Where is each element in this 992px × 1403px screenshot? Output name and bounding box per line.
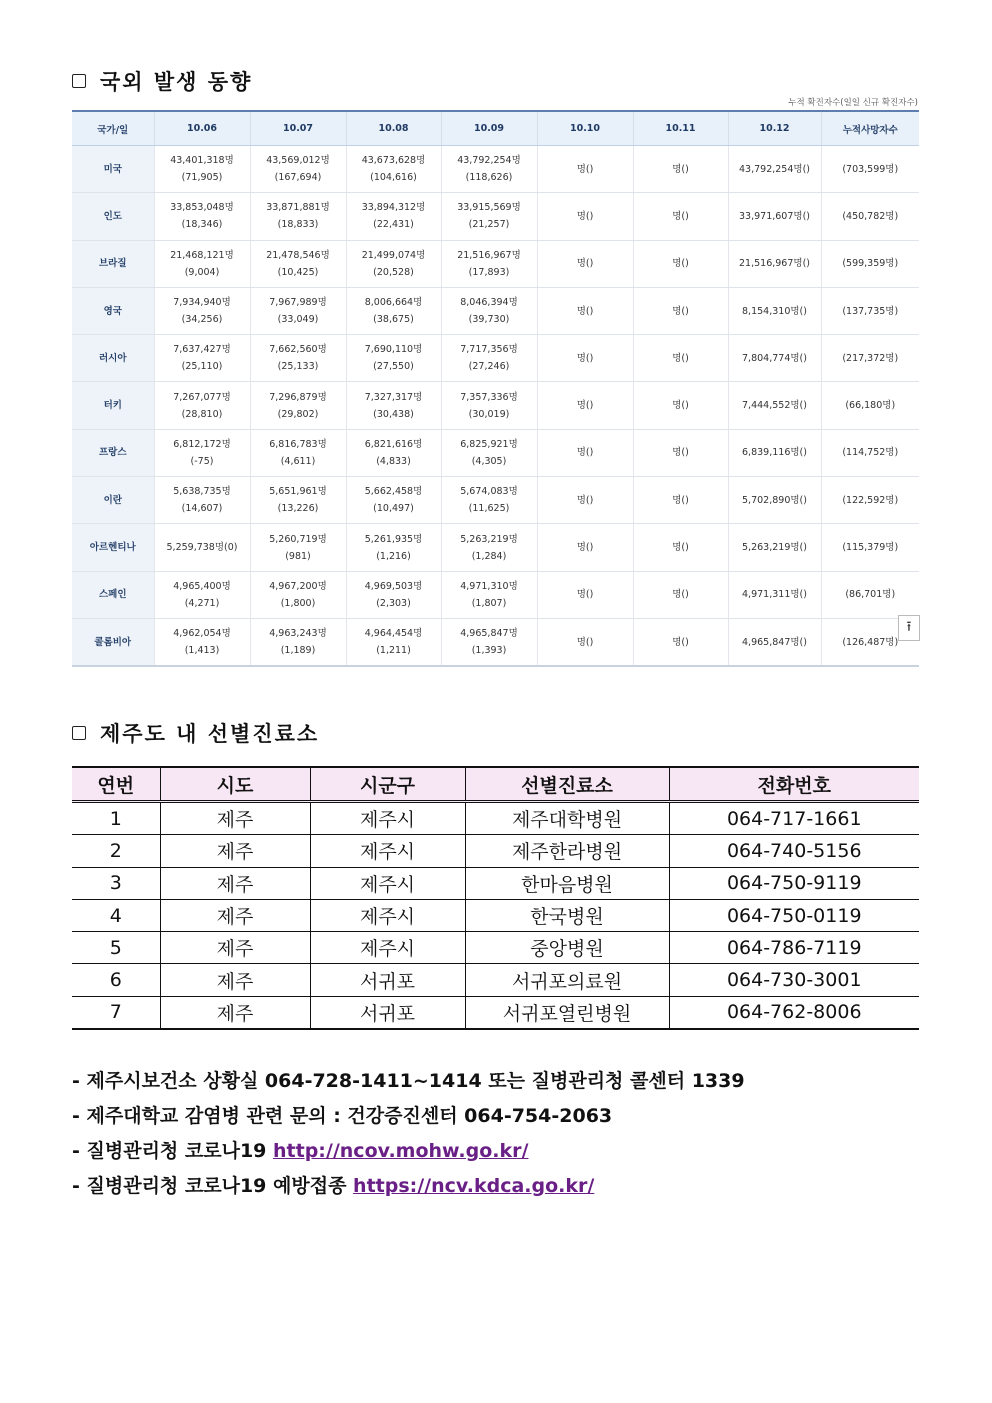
cumulative-value: 43,792,254명 bbox=[457, 155, 521, 167]
clinic-name-cell: 서귀포의료원 bbox=[465, 964, 669, 996]
case-cell: 4,971,311명() bbox=[728, 571, 821, 618]
cumulative-value: 33,894,312명 bbox=[361, 202, 426, 214]
cumulative-value: 4,965,847명 bbox=[460, 628, 518, 640]
case-cell bbox=[154, 382, 250, 429]
table-row bbox=[72, 240, 919, 287]
column-header: 10.10 bbox=[537, 111, 633, 146]
cumulative-value: 7,690,110명 bbox=[364, 344, 423, 356]
deaths-cell: (126,487명) bbox=[821, 618, 919, 666]
daily-value: (1,413) bbox=[184, 645, 220, 657]
table-row bbox=[72, 193, 919, 240]
country-cell: 터키 bbox=[72, 382, 154, 429]
province-cell: 제주 bbox=[160, 964, 310, 996]
phone-cell: 064-750-0119 bbox=[669, 899, 919, 931]
daily-value: (25,133) bbox=[277, 361, 319, 373]
case-cell: 명() bbox=[633, 146, 728, 193]
clinic-name-cell: 제주대학병원 bbox=[465, 802, 669, 835]
cumulative-value: 5,263,219명 bbox=[460, 533, 518, 545]
daily-value: (1,807) bbox=[471, 597, 507, 609]
deaths-cell: (122,592명) bbox=[821, 477, 919, 524]
cumulative-value: 7,717,356명 bbox=[460, 344, 518, 356]
table-row bbox=[72, 867, 919, 899]
clinic-name-cell: 한국병원 bbox=[465, 899, 669, 931]
cumulative-value: 4,967,200명 bbox=[269, 580, 327, 592]
province-cell: 제주 bbox=[160, 932, 310, 964]
section-title-text: 국외 발생 동향 bbox=[100, 70, 253, 94]
phone-cell: 064-717-1661 bbox=[669, 802, 919, 835]
table-note: 누적 확진자수(일일 신규 확진자수) bbox=[788, 98, 918, 108]
cumulative-value: 33,915,569명 bbox=[457, 202, 521, 214]
deaths-cell: (114,752명) bbox=[821, 429, 919, 476]
cumulative-value: 33,871,881명 bbox=[266, 202, 330, 214]
case-cell bbox=[154, 571, 250, 618]
case-cell bbox=[346, 618, 441, 666]
table-row bbox=[72, 835, 919, 867]
city-cell: 제주시 bbox=[310, 802, 465, 835]
phone-cell: 064-730-3001 bbox=[669, 964, 919, 996]
city-cell: 서귀포 bbox=[310, 996, 465, 1029]
daily-value: (104,616) bbox=[370, 172, 417, 184]
case-cell: 명() bbox=[537, 287, 633, 334]
case-cell: 명() bbox=[633, 335, 728, 382]
case-cell bbox=[250, 477, 346, 524]
deaths-cell: (137,735명) bbox=[821, 287, 919, 334]
info-line-1: - 제주시보건소 상황실 064-728-1411~1414 또는 질병관리청 콜센터 1339 bbox=[72, 1070, 745, 1092]
deaths-cell: (66,180명) bbox=[821, 382, 919, 429]
case-cell: 명() bbox=[633, 240, 728, 287]
cumulative-value: 4,971,310명 bbox=[460, 580, 518, 592]
daily-value: (1,393) bbox=[471, 645, 507, 657]
cumulative-value: 7,934,940명 bbox=[173, 297, 231, 309]
daily-value: (2,303) bbox=[376, 597, 411, 609]
daily-value: (4,271) bbox=[184, 597, 220, 609]
cumulative-value: 5,651,961명 bbox=[269, 486, 327, 498]
deaths-cell: (217,372명) bbox=[821, 335, 919, 382]
case-cell bbox=[250, 571, 346, 618]
info-line-4: - 질병관리청 코로나19 예방접종 https://ncv.kdca.go.kr/ bbox=[72, 1175, 595, 1197]
case-cell: 명() bbox=[633, 287, 728, 334]
daily-value: (-75) bbox=[190, 455, 214, 467]
case-cell bbox=[250, 618, 346, 666]
cumulative-value: 43,673,628명 bbox=[361, 155, 426, 167]
case-cell: 명() bbox=[633, 571, 728, 618]
city-cell: 서귀포 bbox=[310, 964, 465, 996]
case-cell bbox=[441, 477, 537, 524]
daily-value: (21,257) bbox=[468, 219, 510, 231]
cumulative-value: 5,674,083명 bbox=[460, 486, 518, 498]
case-cell bbox=[250, 146, 346, 193]
column-header: 연번 bbox=[72, 767, 160, 802]
column-header: 10.12 bbox=[728, 111, 821, 146]
cumulative-value: 7,327,317명 bbox=[364, 391, 423, 403]
case-cell: 명() bbox=[537, 382, 633, 429]
daily-value: (30,019) bbox=[468, 408, 510, 420]
cumulative-value: 6,821,616명 bbox=[364, 438, 423, 450]
case-cell bbox=[154, 335, 250, 382]
table-row bbox=[72, 964, 919, 996]
case-cell: 6,839,116명() bbox=[728, 429, 821, 476]
daily-value: (10,425) bbox=[277, 266, 319, 278]
phone-cell: 064-740-5156 bbox=[669, 835, 919, 867]
province-cell: 제주 bbox=[160, 802, 310, 835]
case-cell: 명() bbox=[633, 477, 728, 524]
case-cell bbox=[441, 240, 537, 287]
daily-value: (28,810) bbox=[181, 408, 223, 420]
daily-value: (27,550) bbox=[373, 361, 414, 373]
cumulative-value: 21,478,546명 bbox=[266, 249, 330, 261]
clinic-name-cell: 중앙병원 bbox=[465, 932, 669, 964]
cumulative-value: 21,499,074명 bbox=[361, 249, 426, 261]
daily-value: (30,438) bbox=[373, 408, 414, 420]
daily-value: (20,528) bbox=[373, 266, 414, 278]
case-cell: 명() bbox=[537, 429, 633, 476]
cumulative-value: 6,816,783명 bbox=[269, 438, 327, 450]
case-cell: 명() bbox=[537, 146, 633, 193]
cumulative-value: 5,638,735명 bbox=[173, 486, 231, 498]
daily-value: (4,833) bbox=[376, 455, 411, 467]
daily-value: (34,256) bbox=[181, 314, 223, 326]
case-cell bbox=[346, 240, 441, 287]
cumulative-value: 4,962,054명 bbox=[173, 628, 231, 640]
daily-value: (4,305) bbox=[471, 455, 507, 467]
column-header: 10.08 bbox=[346, 111, 441, 146]
country-cell: 스페인 bbox=[72, 571, 154, 618]
table-row bbox=[72, 996, 919, 1029]
deaths-cell: (599,359명) bbox=[821, 240, 919, 287]
case-cell bbox=[250, 524, 346, 571]
case-cell bbox=[441, 146, 537, 193]
cumulative-value: 7,637,427명 bbox=[173, 344, 231, 356]
daily-value: (11,625) bbox=[468, 503, 510, 515]
country-cell: 콜롬비아 bbox=[72, 618, 154, 666]
table-row bbox=[72, 524, 919, 571]
cumulative-value: 5,259,738명(0) bbox=[166, 542, 238, 554]
case-cell: 명() bbox=[537, 524, 633, 571]
case-cell: 명() bbox=[633, 382, 728, 429]
case-cell: 7,804,774명() bbox=[728, 335, 821, 382]
case-cell: 7,444,552명() bbox=[728, 382, 821, 429]
case-cell bbox=[441, 335, 537, 382]
table-row bbox=[72, 802, 919, 835]
checkbox-icon bbox=[72, 74, 86, 88]
city-cell: 제주시 bbox=[310, 867, 465, 899]
case-cell: 명() bbox=[537, 618, 633, 666]
daily-value: (118,626) bbox=[465, 172, 513, 184]
daily-value: (71,905) bbox=[181, 172, 223, 184]
daily-value: (29,802) bbox=[277, 408, 319, 420]
table-row bbox=[72, 335, 919, 382]
case-cell: 43,792,254명() bbox=[728, 146, 821, 193]
column-header: 10.11 bbox=[633, 111, 728, 146]
column-header: 10.07 bbox=[250, 111, 346, 146]
case-cell bbox=[441, 524, 537, 571]
daily-value: (9,004) bbox=[184, 266, 220, 278]
province-cell: 제주 bbox=[160, 867, 310, 899]
case-cell bbox=[154, 287, 250, 334]
case-cell bbox=[346, 146, 441, 193]
case-cell bbox=[346, 193, 441, 240]
table-row bbox=[72, 429, 919, 476]
cumulative-value: 6,825,921명 bbox=[460, 438, 518, 450]
city-cell: 제주시 bbox=[310, 932, 465, 964]
jeju-clinic-table bbox=[72, 766, 919, 1030]
deaths-cell: (86,701명) bbox=[821, 571, 919, 618]
column-header: 선별진료소 bbox=[465, 767, 669, 802]
daily-value: (22,431) bbox=[373, 219, 414, 231]
case-cell bbox=[441, 382, 537, 429]
ncov-link[interactable]: http://ncov.mohw.go.kr/ bbox=[273, 1140, 529, 1162]
city-cell: 제주시 bbox=[310, 835, 465, 867]
cumulative-value: 21,468,121명 bbox=[170, 249, 234, 261]
phone-cell: 064-786-7119 bbox=[669, 932, 919, 964]
section-title-text: 제주도 내 선별진료소 bbox=[100, 722, 320, 746]
city-cell: 제주시 bbox=[310, 899, 465, 931]
daily-value: (33,049) bbox=[277, 314, 319, 326]
case-cell bbox=[441, 429, 537, 476]
case-cell: 명() bbox=[537, 477, 633, 524]
case-cell: 4,965,847명() bbox=[728, 618, 821, 666]
cumulative-value: 5,662,458명 bbox=[364, 486, 423, 498]
daily-value: (17,893) bbox=[468, 266, 510, 278]
row-number-cell: 4 bbox=[72, 899, 160, 931]
province-cell: 제주 bbox=[160, 835, 310, 867]
case-cell bbox=[346, 429, 441, 476]
table-row bbox=[72, 618, 919, 666]
cumulative-value: 7,267,077명 bbox=[173, 391, 231, 403]
section-title-overseas bbox=[72, 66, 252, 96]
clinic-name-cell: 제주한라병원 bbox=[465, 835, 669, 867]
deaths-cell: (115,379명) bbox=[821, 524, 919, 571]
daily-value: (1,284) bbox=[471, 550, 507, 562]
country-cell: 러시아 bbox=[72, 335, 154, 382]
case-cell: 21,516,967명() bbox=[728, 240, 821, 287]
case-cell bbox=[154, 477, 250, 524]
cumulative-value: 5,261,935명 bbox=[364, 533, 423, 545]
case-cell bbox=[441, 193, 537, 240]
case-cell: 명() bbox=[537, 193, 633, 240]
info-line-3: - 질병관리청 코로나19 http://ncov.mohw.go.kr/ bbox=[72, 1140, 529, 1162]
case-cell bbox=[154, 524, 250, 571]
case-cell bbox=[250, 429, 346, 476]
cumulative-value: 5,260,719명 bbox=[269, 533, 327, 545]
case-cell bbox=[346, 477, 441, 524]
table-row bbox=[72, 899, 919, 931]
table-row bbox=[72, 477, 919, 524]
country-cell: 인도 bbox=[72, 193, 154, 240]
case-cell: 명() bbox=[633, 429, 728, 476]
daily-value: (167,694) bbox=[274, 172, 322, 184]
case-cell bbox=[346, 524, 441, 571]
deaths-cell: (450,782명) bbox=[821, 193, 919, 240]
case-cell: 명() bbox=[537, 571, 633, 618]
column-header: 10.06 bbox=[154, 111, 250, 146]
cumulative-value: 8,046,394명 bbox=[460, 297, 518, 309]
case-cell bbox=[346, 287, 441, 334]
checkbox-icon bbox=[72, 726, 86, 740]
column-header: 국가/일 bbox=[72, 111, 154, 146]
daily-value: (27,246) bbox=[468, 361, 510, 373]
cumulative-value: 7,296,879명 bbox=[269, 391, 327, 403]
case-cell bbox=[154, 193, 250, 240]
case-cell bbox=[250, 287, 346, 334]
scroll-top-button[interactable] bbox=[898, 615, 920, 641]
case-cell: 5,702,890명() bbox=[728, 477, 821, 524]
table-row bbox=[72, 146, 919, 193]
case-cell bbox=[250, 193, 346, 240]
cumulative-value: 21,516,967명 bbox=[457, 249, 521, 261]
case-cell bbox=[441, 287, 537, 334]
case-cell: 명() bbox=[537, 335, 633, 382]
daily-value: (1,189) bbox=[280, 645, 316, 657]
case-cell bbox=[441, 618, 537, 666]
daily-value: (4,611) bbox=[280, 455, 316, 467]
row-number-cell: 6 bbox=[72, 964, 160, 996]
cumulative-value: 7,967,989명 bbox=[269, 297, 327, 309]
country-cell: 이란 bbox=[72, 477, 154, 524]
case-cell bbox=[346, 335, 441, 382]
daily-value: (1,211) bbox=[376, 645, 411, 657]
case-cell bbox=[154, 429, 250, 476]
row-number-cell: 7 bbox=[72, 996, 160, 1029]
cumulative-value: 4,963,243명 bbox=[269, 628, 327, 640]
case-cell: 명() bbox=[633, 524, 728, 571]
case-cell: 5,263,219명() bbox=[728, 524, 821, 571]
daily-value: (981) bbox=[285, 550, 311, 562]
case-cell bbox=[154, 240, 250, 287]
country-cell: 프랑스 bbox=[72, 429, 154, 476]
row-number-cell: 2 bbox=[72, 835, 160, 867]
case-cell bbox=[346, 382, 441, 429]
country-cell: 영국 bbox=[72, 287, 154, 334]
country-cell: 아르헨티나 bbox=[72, 524, 154, 571]
cumulative-value: 4,964,454명 bbox=[364, 628, 423, 640]
province-cell: 제주 bbox=[160, 899, 310, 931]
phone-cell: 064-762-8006 bbox=[669, 996, 919, 1029]
country-cell: 미국 bbox=[72, 146, 154, 193]
column-header: 전화번호 bbox=[669, 767, 919, 802]
cumulative-value: 43,569,012명 bbox=[266, 155, 330, 167]
ncv-link[interactable]: https://ncv.kdca.go.kr/ bbox=[353, 1175, 595, 1197]
daily-value: (18,833) bbox=[277, 219, 319, 231]
column-header: 10.09 bbox=[441, 111, 537, 146]
table-row bbox=[72, 571, 919, 618]
column-header: 시도 bbox=[160, 767, 310, 802]
cumulative-value: 4,965,400명 bbox=[173, 580, 231, 592]
daily-value: (18,346) bbox=[181, 219, 223, 231]
column-header: 시군구 bbox=[310, 767, 465, 802]
row-number-cell: 3 bbox=[72, 867, 160, 899]
daily-value: (25,110) bbox=[181, 361, 223, 373]
case-cell: 33,971,607명() bbox=[728, 193, 821, 240]
cumulative-value: 43,401,318명 bbox=[170, 155, 234, 167]
clinic-name-cell: 서귀포열린병원 bbox=[465, 996, 669, 1029]
case-cell: 명() bbox=[633, 193, 728, 240]
table-row bbox=[72, 382, 919, 429]
case-cell bbox=[441, 571, 537, 618]
arrow-up-icon: ⭱ bbox=[906, 619, 912, 635]
case-cell bbox=[250, 240, 346, 287]
cumulative-value: 6,812,172명 bbox=[173, 438, 231, 450]
column-header: 누적사망자수 bbox=[821, 111, 919, 146]
row-number-cell: 5 bbox=[72, 932, 160, 964]
country-cell: 브라질 bbox=[72, 240, 154, 287]
section-title-jeju bbox=[72, 718, 319, 748]
cumulative-value: 7,357,336명 bbox=[460, 391, 518, 403]
overseas-table bbox=[72, 110, 919, 667]
table-row bbox=[72, 932, 919, 964]
case-cell bbox=[346, 571, 441, 618]
daily-value: (13,226) bbox=[277, 503, 319, 515]
info-line-2: - 제주대학교 감염병 관련 문의 : 건강증진센터 064-754-2063 bbox=[72, 1105, 613, 1127]
daily-value: (1,800) bbox=[280, 597, 316, 609]
cumulative-value: 4,969,503명 bbox=[364, 580, 423, 592]
daily-value: (39,730) bbox=[468, 314, 510, 326]
daily-value: (38,675) bbox=[373, 314, 414, 326]
row-number-cell: 1 bbox=[72, 802, 160, 835]
province-cell: 제주 bbox=[160, 996, 310, 1029]
deaths-cell: (703,599명) bbox=[821, 146, 919, 193]
case-cell bbox=[250, 335, 346, 382]
cumulative-value: 8,006,664명 bbox=[364, 297, 423, 309]
case-cell bbox=[250, 382, 346, 429]
daily-value: (10,497) bbox=[373, 503, 414, 515]
case-cell bbox=[154, 618, 250, 666]
case-cell: 8,154,310명() bbox=[728, 287, 821, 334]
case-cell: 명() bbox=[633, 618, 728, 666]
table-row bbox=[72, 287, 919, 334]
phone-cell: 064-750-9119 bbox=[669, 867, 919, 899]
case-cell bbox=[154, 146, 250, 193]
case-cell: 명() bbox=[537, 240, 633, 287]
cumulative-value: 33,853,048명 bbox=[170, 202, 234, 214]
clinic-name-cell: 한마음병원 bbox=[465, 867, 669, 899]
daily-value: (14,607) bbox=[181, 503, 223, 515]
daily-value: (1,216) bbox=[376, 550, 411, 562]
cumulative-value: 7,662,560명 bbox=[269, 344, 327, 356]
